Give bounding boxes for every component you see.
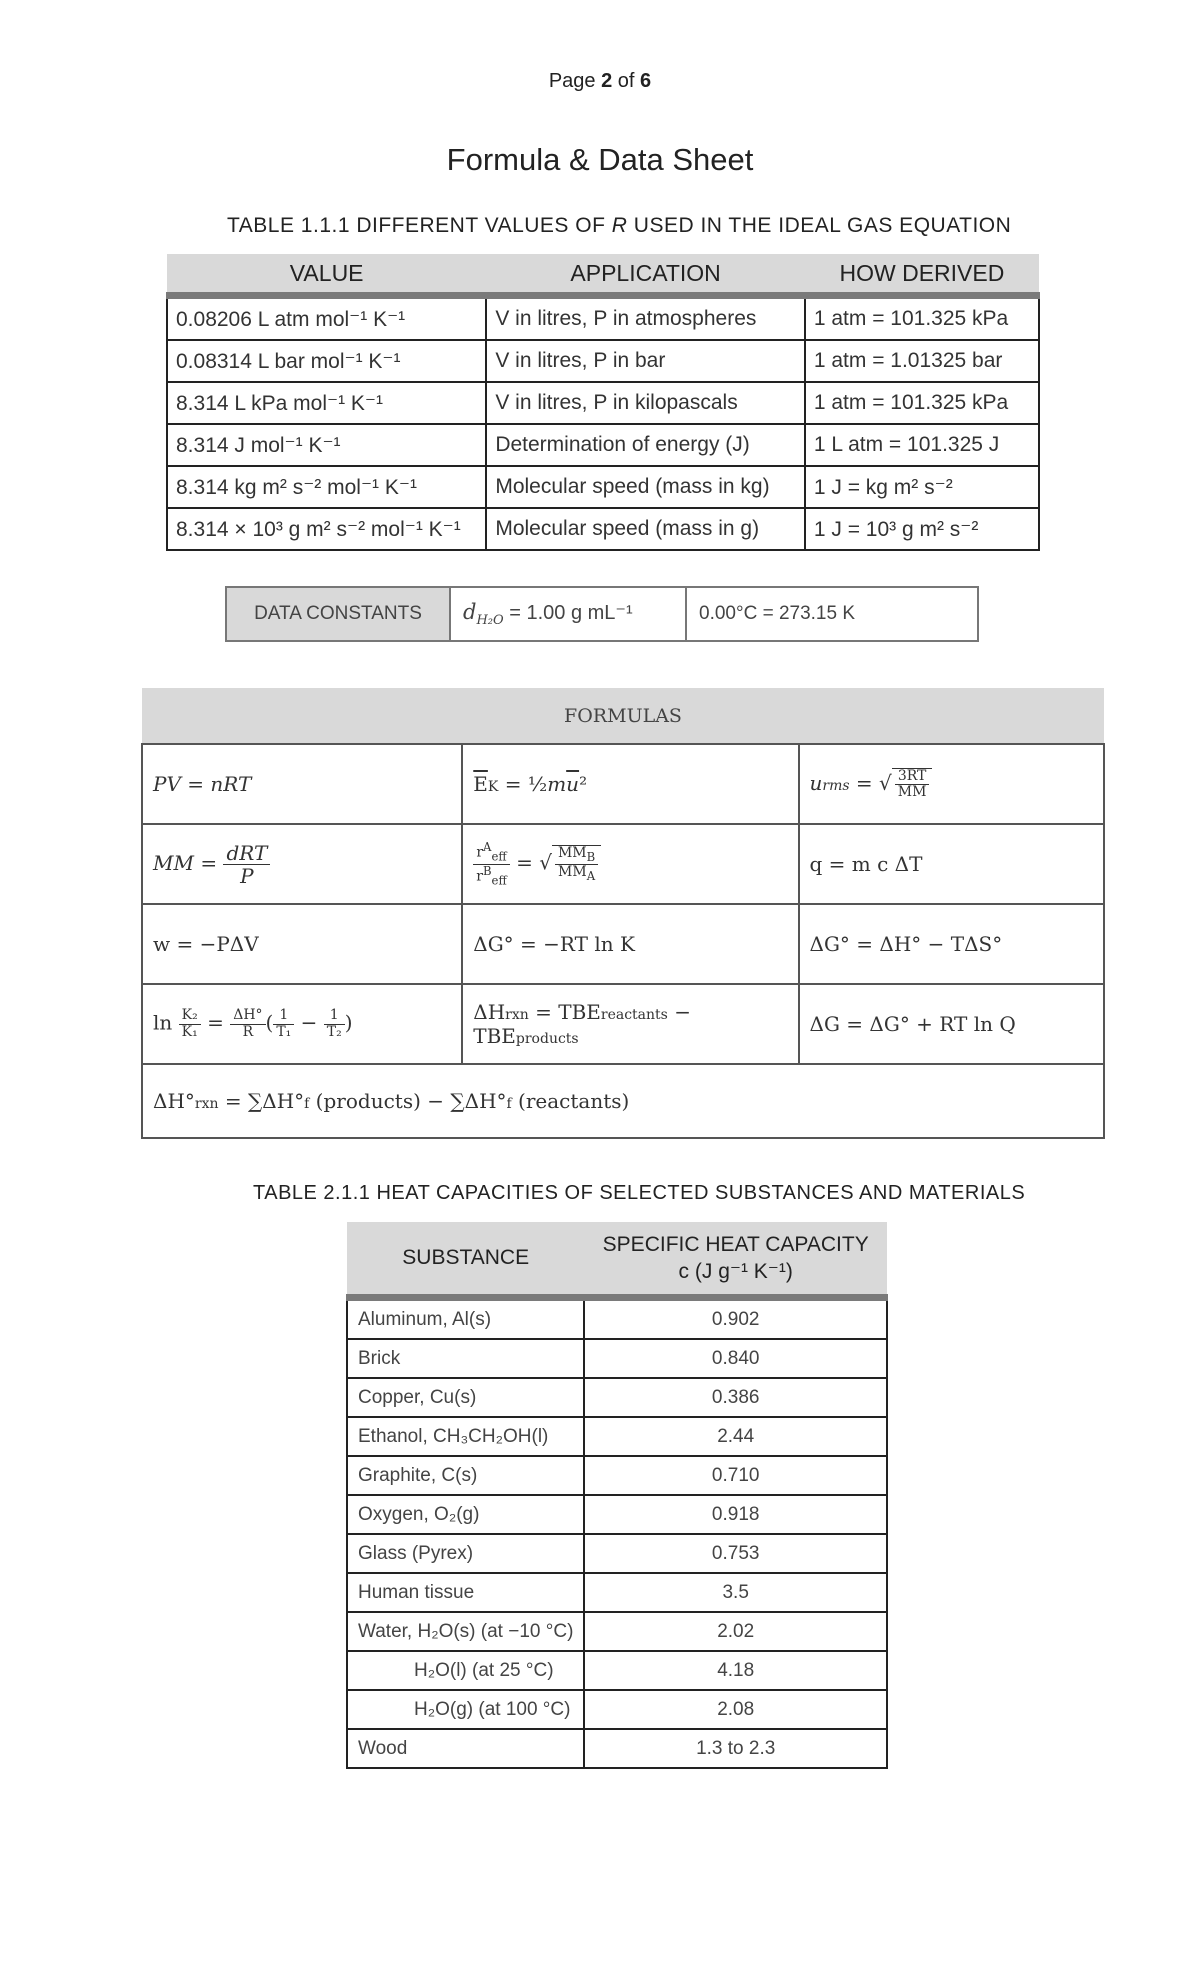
table-row: 0.08314 L bar mol⁻¹ K⁻¹ V in litres, P in bar 1 atm = 1.01325 bar (167, 340, 1039, 382)
table-row: H₂O(l) (at 25 °C) 4.18 (347, 1651, 887, 1690)
table-row: Copper, Cu(s) 0.386 (347, 1378, 887, 1417)
table-row: Graphite, C(s) 0.710 (347, 1456, 887, 1495)
data-constants-table (225, 586, 979, 642)
formulas-header: FORMULAS (142, 688, 1104, 744)
gas-constant-table (166, 254, 1040, 551)
heat-formula: q = m c ΔT (799, 824, 1105, 904)
table2-caption: TABLE 2.1.1 HEAT CAPACITIES OF SELECTED SUBSTANCES AND MATERIALS (253, 1182, 1026, 1204)
zero-celsius: 0.00°C = 273.15 K (686, 587, 978, 641)
table-header: APPLICATION (486, 254, 805, 296)
table-row: Ethanol, CH₃CH₂OH(l) 2.44 (347, 1417, 887, 1456)
formulas-table (141, 688, 1105, 1139)
effusion-formula: $\frac{r^A_{eff}}{r^B_{eff}}$ = √ $\frac{MM_B}{MM_A}$ (462, 824, 798, 904)
gibbs-k-formula: ΔG° = −RT ln K (462, 904, 798, 984)
kinetic-energy-formula: $\overline{E}K$ = $\frac{1}{2}m\overline{u}^2$ (462, 744, 798, 824)
table-header: SUBSTANCE (347, 1222, 584, 1298)
table-row: Oxygen, O₂(g) 0.918 (347, 1495, 887, 1534)
table-row: 8.314 L kPa mol⁻¹ K⁻¹ V in litres, P in kilopascals 1 atm = 101.325 kPa (167, 382, 1039, 424)
table-row: Human tissue 3.5 (347, 1573, 887, 1612)
table1-caption: TABLE 1.1.1 DIFFERENT VALUES OF R USED IN THE IDEAL GAS EQUATION (227, 214, 1012, 237)
table-header: SPECIFIC HEAT CAPACITY c (J g⁻¹ K⁻¹) (584, 1222, 887, 1298)
table-row: Glass (Pyrex) 0.753 (347, 1534, 887, 1573)
table-row: 0.08206 L atm mol⁻¹ K⁻¹ V in litres, P in atmospheres 1 atm = 101.325 kPa (167, 296, 1039, 341)
ideal-gas-formula: PV = nRT (142, 744, 462, 824)
table-row: H₂O(g) (at 100 °C) 2.08 (347, 1690, 887, 1729)
rms-speed-formula: urms = √ $\frac{3RT}{MM}$ (799, 744, 1105, 824)
page-title: Formula & Data Sheet (446, 142, 754, 177)
data-constants-label: DATA CONSTANTS (226, 587, 450, 641)
page-number: Page 2 of 6 (548, 70, 652, 92)
table-row: 8.314 J mol⁻¹ K⁻¹ Determination of energy (J) 1 L atm = 101.325 J (167, 424, 1039, 466)
table-row: Wood 1.3 to 2.3 (347, 1729, 887, 1768)
gibbs-hts-formula: ΔG° = ΔH° − TΔS° (799, 904, 1105, 984)
table-row: 8.314 kg m² s⁻² mol⁻¹ K⁻¹ Molecular speed (mass in kg) 1 J = kg m² s⁻² (167, 466, 1039, 508)
table-header: HOW DERIVED (805, 254, 1039, 296)
hess-law-formula: ΔH°rxn = ∑ΔH°f (products) − ∑ΔH°f (reactants) (142, 1064, 1104, 1138)
table-row: 8.314 × 10³ g m² s⁻² mol⁻¹ K⁻¹ Molecular speed (mass in g) 1 J = 10³ g m² s⁻² (167, 508, 1039, 550)
table-row: Aluminum, Al(s) 0.902 (347, 1298, 887, 1340)
table-row: Brick 0.840 (347, 1339, 887, 1378)
work-formula: w = −PΔV (142, 904, 462, 984)
heat-capacity-table (346, 1222, 888, 1769)
bond-energy-formula: ΔHrxn = TBEreactants − TBEproducts (462, 984, 798, 1064)
gibbs-q-formula: ΔG = ΔG° + RT ln Q (799, 984, 1105, 1064)
molar-mass-formula: MM = $\frac{\text{dRT}}{P}$ (142, 824, 462, 904)
table-row: Water, H₂O(s) (at −10 °C) 2.02 (347, 1612, 887, 1651)
water-density: $d_{H_2O} = 1.00$ g mL⁻¹ (450, 587, 686, 641)
vant-hoff-formula: ln $\frac{\text{K₂}}{\text{K₁}}$ = $\frac{\Delta H^\circ}{R}$ ( $\frac{1}{\text{T₁}}$ − $\frac{1}{\text{T₂}}$ ) (142, 984, 462, 1064)
table-header: VALUE (167, 254, 486, 296)
